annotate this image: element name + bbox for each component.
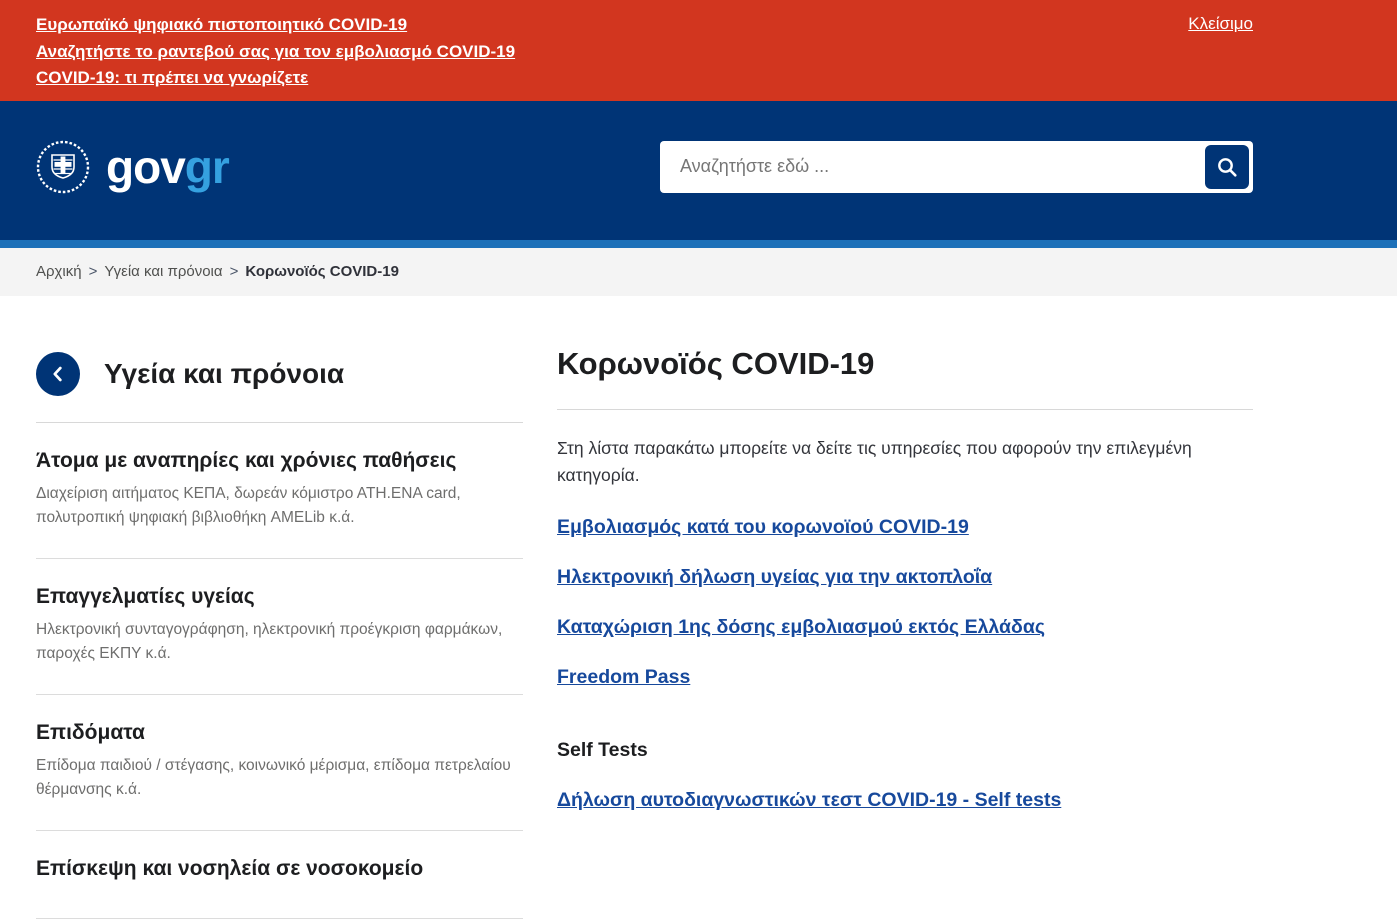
category-sidebar — [36, 344, 523, 919]
search-icon — [1215, 155, 1239, 179]
sidebar-item-disabilities[interactable] — [36, 423, 523, 559]
service-link-ferry-health-declaration[interactable]: Ηλεκτρονική δήλωση υγείας για την ακτοπλοΐα — [557, 566, 993, 589]
breadcrumb-current: Κορωνοϊός COVID-19 — [245, 263, 399, 280]
alert-banner — [0, 0, 1397, 101]
sidebar-item-benefits[interactable] — [36, 695, 523, 831]
search-input[interactable] — [678, 155, 1205, 178]
sidebar-item-description: Διαχείριση αιτήματος ΚΕΠΑ, δωρεάν κόμιστρο ΑΤΗ.ΕΝΑ card, πολυτροπική ψηφιακή βιβλιοθήκη AMELib κ.ά. — [36, 485, 461, 527]
chevron-left-icon — [47, 363, 69, 385]
sidebar-item-title: Επιδόματα — [36, 721, 145, 745]
sidebar-item-title: Άτομα με αναπηρίες και χρόνιες παθήσεις — [36, 449, 457, 472]
sidebar-title: Υγεία και πρόνοια — [104, 358, 345, 389]
sidebar-item-description: Ηλεκτρονική συνταγογράφηση, ηλεκτρονική προέγκριση φαρμάκων, παροχές ΕΚΠΥ κ.ά. — [36, 621, 503, 663]
sidebar-item-description: Επίδομα παιδιού / στέγασης, κοινωνικό μέρισμα, επίδομα πετρελαίου θέρμανσης κ.ά. — [36, 757, 511, 799]
breadcrumb-separator: > — [229, 263, 239, 280]
alert-link-certificate[interactable]: Ευρωπαϊκό ψηφιακό πιστοποιητικό COVID-19 — [36, 15, 408, 34]
greek-emblem-icon — [36, 140, 90, 194]
govgr-logo[interactable] — [36, 140, 229, 194]
breadcrumb-parent[interactable]: Υγεία και πρόνοια — [104, 263, 223, 280]
breadcrumb-home[interactable]: Αρχική — [36, 263, 82, 280]
title-divider — [557, 409, 1253, 410]
page-title: Κορωνοϊός COVID-19 — [557, 346, 875, 381]
content-area — [0, 296, 1397, 919]
sidebar-item-hospital-visit[interactable] — [36, 831, 523, 919]
sidebar-item-health-professionals[interactable] — [36, 559, 523, 695]
back-button[interactable] — [36, 352, 80, 396]
breadcrumb — [0, 248, 1397, 296]
logo-wordmark: govgr — [106, 140, 229, 193]
service-link-self-tests[interactable]: Δήλωση αυτοδιαγνωστικών τεστ COVID-19 - Self tests — [557, 789, 1062, 812]
site-header — [0, 101, 1397, 248]
alert-link-covid-info[interactable]: COVID-19: τι πρέπει να γνωρίζετε — [36, 68, 309, 87]
main-content — [557, 344, 1253, 919]
alert-close-link[interactable]: Κλείσιμο — [1188, 14, 1253, 33]
sidebar-header — [36, 344, 523, 423]
intro-text: Στη λίστα παρακάτω μπορείτε να δείτε τις υπηρεσίες που αφορούν την επιλεγμένη κατηγορία. — [557, 438, 1192, 486]
service-link-vaccination[interactable]: Εμβολιασμός κατά του κορωνοϊού COVID-19 — [557, 516, 969, 539]
breadcrumb-separator: > — [88, 263, 98, 280]
sidebar-item-title: Επίσκεψη και νοσηλεία σε νοσοκομείο — [36, 857, 424, 881]
search-bar — [660, 141, 1253, 193]
search-button[interactable] — [1205, 145, 1249, 189]
alert-link-vaccination-appointment[interactable]: Αναζητήστε το ραντεβού σας για τον εμβολιασμό COVID-19 — [36, 41, 516, 61]
service-link-first-dose-abroad[interactable]: Καταχώριση 1ης δόσης εμβολιασμού εκτός Ελλάδας — [557, 616, 1045, 639]
self-tests-heading: Self Tests — [557, 739, 648, 762]
sidebar-item-title: Επαγγελματίες υγείας — [36, 585, 255, 609]
service-link-freedom-pass[interactable]: Freedom Pass — [557, 666, 691, 689]
